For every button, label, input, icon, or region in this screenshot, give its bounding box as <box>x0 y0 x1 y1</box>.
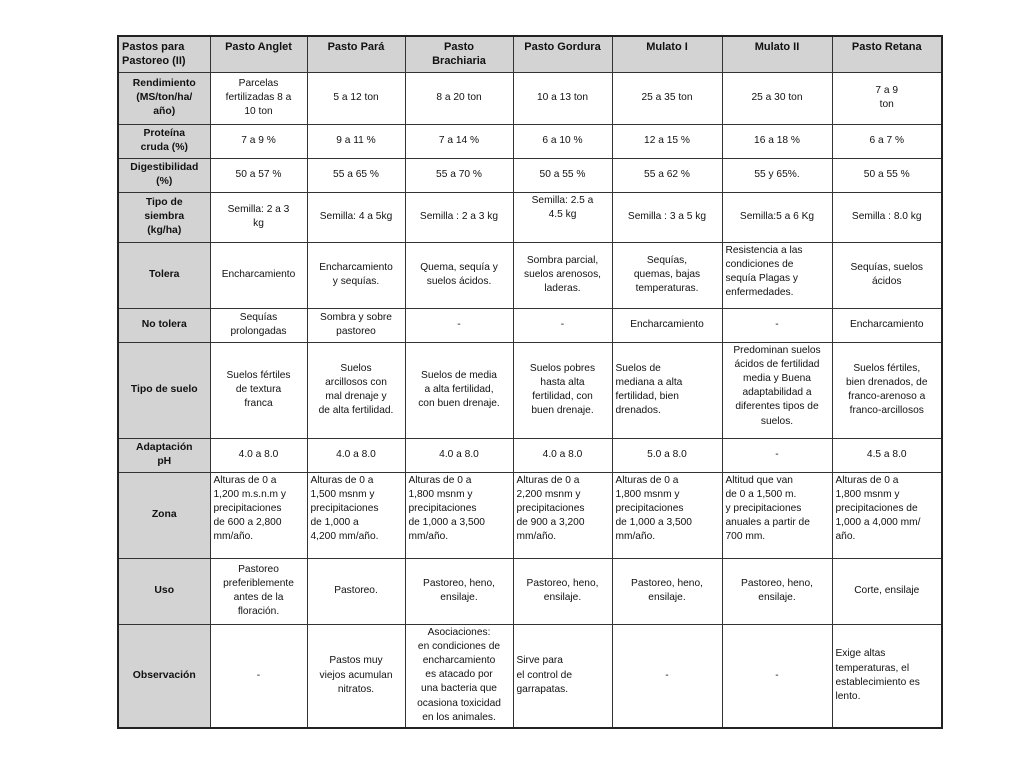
column-header-pasto-brachiaria: Pasto Brachiaria <box>405 36 513 72</box>
row-header-adaptacion-ph: Adaptación pH <box>118 438 210 472</box>
table-cell: 9 a 11 % <box>307 124 405 158</box>
table-cell: Pastoreo, heno, ensilaje. <box>513 558 612 624</box>
table-cell: Sirve para el control de garrapatas. <box>513 624 612 728</box>
table-cell: 7 a 9 % <box>210 124 307 158</box>
table-row <box>118 472 942 558</box>
table-cell: Pastoreo preferiblemente antes de la floración. <box>210 558 307 624</box>
table-cell: 12 a 15 % <box>612 124 722 158</box>
pasture-table-container <box>117 35 943 729</box>
table-cell: Semilla: 2.5 a 4.5 kg <box>513 192 612 242</box>
row-header-tipo-siembra: Tipo de siembra (kg/ha) <box>118 192 210 242</box>
table-cell: - <box>210 624 307 728</box>
table-cell: Pastoreo, heno, ensilaje. <box>722 558 832 624</box>
table-cell: Suelos arcillosos con mal drenaje y de alta fertilidad. <box>307 342 405 438</box>
row-header-no-tolera: No tolera <box>118 308 210 342</box>
table-cell: Pastoreo. <box>307 558 405 624</box>
table-cell: Encharcamiento y sequías. <box>307 242 405 308</box>
table-cell: 4.0 a 8.0 <box>513 438 612 472</box>
table-cell: Parcelas fertilizadas 8 a 10 ton <box>210 72 307 124</box>
table-cell: 10 a 13 ton <box>513 72 612 124</box>
table-cell: Suelos fértiles, bien drenados, de franco-arenoso a franco-arcillosos <box>832 342 942 438</box>
column-header-pasto-para: Pasto Pará <box>307 36 405 72</box>
table-corner-header: Pastos para Pastoreo (II) <box>118 36 210 72</box>
table-cell: 7 a 14 % <box>405 124 513 158</box>
table-cell: Suelos de mediana a alta fertilidad, bien drenados. <box>612 342 722 438</box>
row-header-zona: Zona <box>118 472 210 558</box>
table-cell: Semilla : 8.0 kg <box>832 192 942 242</box>
table-body <box>118 72 942 728</box>
table-cell: Suelos pobres hasta alta fertilidad, con buen drenaje. <box>513 342 612 438</box>
table-cell: Encharcamiento <box>832 308 942 342</box>
table-cell: 6 a 7 % <box>832 124 942 158</box>
table-cell: - <box>722 308 832 342</box>
table-row <box>118 624 942 728</box>
row-header-tolera: Tolera <box>118 242 210 308</box>
table-cell: 4.0 a 8.0 <box>307 438 405 472</box>
header-row <box>118 36 942 72</box>
table-cell: Alturas de 0 a 1,800 msnm y precipitaciones de 1,000 a 3,500 mm/año. <box>405 472 513 558</box>
pasture-comparison-table <box>117 35 943 729</box>
table-cell: 25 a 30 ton <box>722 72 832 124</box>
table-cell: 4.0 a 8.0 <box>405 438 513 472</box>
table-cell: - <box>722 624 832 728</box>
table-cell: 55 a 65 % <box>307 158 405 192</box>
table-cell: 8 a 20 ton <box>405 72 513 124</box>
column-header-pasto-retana: Pasto Retana <box>832 36 942 72</box>
table-cell: Suelos de media a alta fertilidad, con buen drenaje. <box>405 342 513 438</box>
table-cell: 50 a 55 % <box>513 158 612 192</box>
table-cell: 50 a 55 % <box>832 158 942 192</box>
table-cell: Altitud que van de 0 a 1,500 m. y precipitaciones anuales a partir de 700 mm. <box>722 472 832 558</box>
table-cell: Quema, sequía y suelos ácidos. <box>405 242 513 308</box>
table-row <box>118 124 942 158</box>
table-cell: Sombra parcial, suelos arenosos, laderas. <box>513 242 612 308</box>
table-row <box>118 242 942 308</box>
table-cell: Alturas de 0 a 2,200 msnm y precipitaciones de 900 a 3,200 mm/año. <box>513 472 612 558</box>
table-cell: 6 a 10 % <box>513 124 612 158</box>
table-cell: Semilla:5 a 6 Kg <box>722 192 832 242</box>
table-cell: Semilla: 2 a 3 kg <box>210 192 307 242</box>
table-cell: Sequías, suelos ácidos <box>832 242 942 308</box>
table-row <box>118 308 942 342</box>
row-header-digestibilidad: Digestibilidad (%) <box>118 158 210 192</box>
table-cell: 25 a 35 ton <box>612 72 722 124</box>
row-header-uso: Uso <box>118 558 210 624</box>
column-header-mulato-ii: Mulato II <box>722 36 832 72</box>
table-cell: Alturas de 0 a 1,500 msnm y precipitaciones de 1,000 a 4,200 mm/año. <box>307 472 405 558</box>
table-cell: Pastoreo, heno, ensilaje. <box>405 558 513 624</box>
table-cell: Semilla : 2 a 3 kg <box>405 192 513 242</box>
table-cell: Sequías prolongadas <box>210 308 307 342</box>
table-row <box>118 158 942 192</box>
table-cell: 55 a 70 % <box>405 158 513 192</box>
table-cell: Pastoreo, heno, ensilaje. <box>612 558 722 624</box>
column-header-pasto-gordura: Pasto Gordura <box>513 36 612 72</box>
table-cell: Exige altas temperaturas, el establecimiento es lento. <box>832 624 942 728</box>
table-cell: Pastos muy viejos acumulan nitratos. <box>307 624 405 728</box>
column-header-pasto-anglet: Pasto Anglet <box>210 36 307 72</box>
table-cell: Alturas de 0 a 1,200 m.s.n.m y precipitaciones de 600 a 2,800 mm/año. <box>210 472 307 558</box>
row-header-observacion: Observación <box>118 624 210 728</box>
table-cell: 5 a 12 ton <box>307 72 405 124</box>
row-header-tipo-suelo: Tipo de suelo <box>118 342 210 438</box>
table-cell: 55 y 65%. <box>722 158 832 192</box>
table-row <box>118 192 942 242</box>
table-cell: 50 a 57 % <box>210 158 307 192</box>
table-cell: - <box>513 308 612 342</box>
table-row <box>118 342 942 438</box>
table-cell: Encharcamiento <box>210 242 307 308</box>
table-cell: Alturas de 0 a 1,800 msnm y precipitaciones de 1,000 a 4,000 mm/ año. <box>832 472 942 558</box>
column-header-mulato-i: Mulato I <box>612 36 722 72</box>
table-row <box>118 72 942 124</box>
table-cell: Semilla: 4 a 5kg <box>307 192 405 242</box>
table-cell: Encharcamiento <box>612 308 722 342</box>
table-cell: Predominan suelos ácidos de fertilidad media y Buena adaptabilidad a diferentes tipos de suelos. <box>722 342 832 438</box>
table-cell: Sequías, quemas, bajas temperaturas. <box>612 242 722 308</box>
table-cell: 4.0 a 8.0 <box>210 438 307 472</box>
table-row <box>118 438 942 472</box>
table-cell: 5.0 a 8.0 <box>612 438 722 472</box>
row-header-rendimiento: Rendimiento (MS/ton/ha/ año) <box>118 72 210 124</box>
table-cell: Alturas de 0 a 1,800 msnm y precipitaciones de 1,000 a 3,500 mm/año. <box>612 472 722 558</box>
table-cell: - <box>722 438 832 472</box>
table-cell: 7 a 9 ton <box>832 72 942 124</box>
table-cell: 16 a 18 % <box>722 124 832 158</box>
table-row <box>118 558 942 624</box>
table-cell: Resistencia a las condiciones de sequía Plagas y enfermedades. <box>722 242 832 308</box>
table-cell: Suelos fértiles de textura franca <box>210 342 307 438</box>
row-header-proteina: Proteína cruda (%) <box>118 124 210 158</box>
table-cell: 4.5 a 8.0 <box>832 438 942 472</box>
table-cell: - <box>405 308 513 342</box>
table-cell: 55 a 62 % <box>612 158 722 192</box>
table-cell: Asociaciones: en condiciones de encharcamiento es atacado por una bacteria que ocasiona toxicidad en los animales. <box>405 624 513 728</box>
table-cell: - <box>612 624 722 728</box>
table-cell: Corte, ensilaje <box>832 558 942 624</box>
table-cell: Semilla : 3 a 5 kg <box>612 192 722 242</box>
table-cell: Sombra y sobre pastoreo <box>307 308 405 342</box>
